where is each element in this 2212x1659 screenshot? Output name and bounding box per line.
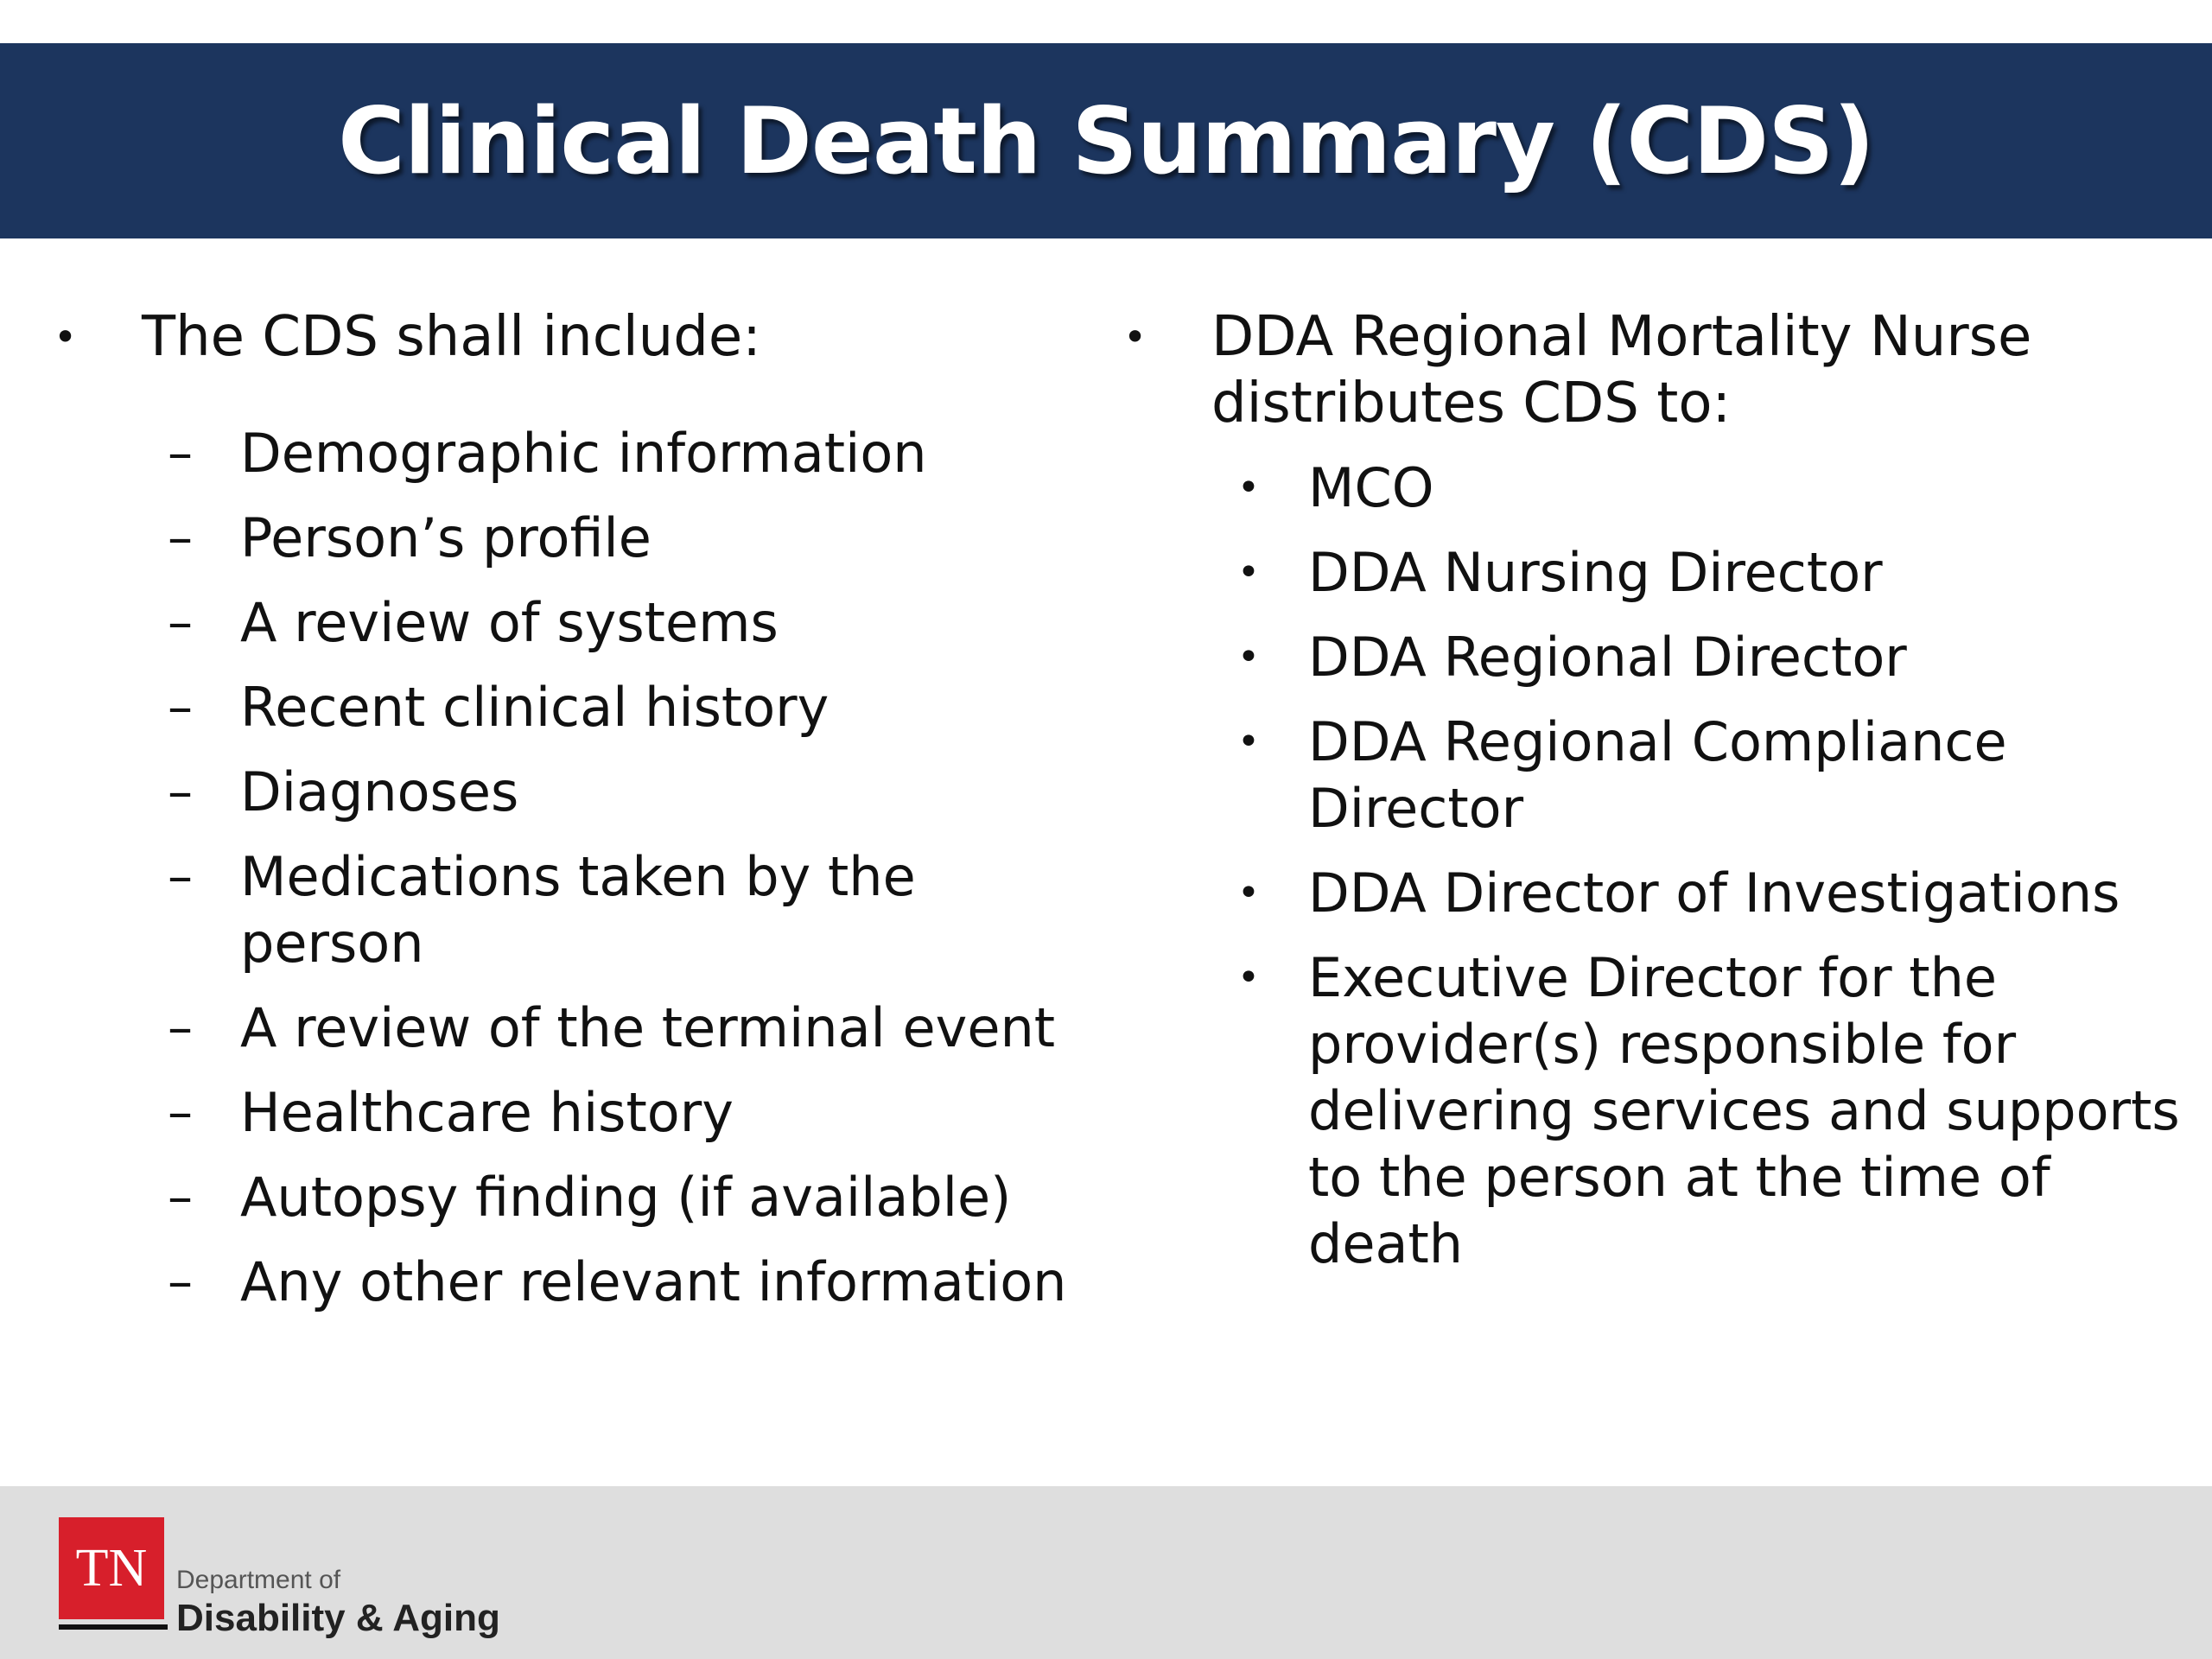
dash-icon: – (168, 677, 193, 736)
dash-icon: – (168, 1083, 193, 1141)
department-of-label: Department of (176, 1566, 341, 1594)
list-item (1123, 539, 2186, 606)
list-item (1123, 624, 2186, 690)
list-item (54, 674, 1073, 741)
list-item-text: DDA Regional Compliance Director (1308, 710, 2007, 840)
bullet-icon: • (1237, 550, 1260, 594)
list-item-text: Person’s profile (240, 506, 652, 569)
list-item (54, 1164, 1073, 1230)
list-item (1123, 860, 2186, 926)
list-item-text: Healthcare history (240, 1081, 734, 1144)
list-item (54, 995, 1073, 1061)
list-item-text: MCO (1308, 456, 1434, 519)
list-item (1123, 454, 2186, 521)
list-item-text: DDA Nursing Director (1308, 541, 1883, 604)
list-item (54, 759, 1073, 825)
list-item-text: A review of systems (240, 591, 779, 654)
tn-logo (59, 1517, 164, 1619)
list-item (54, 1249, 1073, 1315)
list-item-text: Executive Director for the provider(s) responsible for delivering services and supports to the person at the time of death (1308, 946, 2180, 1275)
list-item (54, 589, 1073, 656)
footer (0, 1486, 2212, 1659)
bullet-icon: • (54, 314, 78, 360)
bullet-icon: • (1123, 314, 1147, 360)
left-column (54, 304, 1073, 1333)
bullet-icon: • (1237, 871, 1260, 915)
list-item (54, 1079, 1073, 1146)
list-item (54, 843, 957, 976)
slide-title: Clinical Death Summary (CDS) (338, 87, 1874, 194)
dash-icon: – (168, 847, 193, 906)
list-item (1123, 709, 2181, 842)
list-item-text: Diagnoses (240, 760, 519, 823)
list-item-text: A review of the terminal event (240, 996, 1056, 1059)
dash-icon: – (168, 1167, 193, 1226)
list-item-text: Medications taken by the person (240, 845, 916, 975)
dash-icon: – (168, 423, 193, 482)
department-name: Disability & Aging (176, 1597, 500, 1639)
logo-underline (59, 1624, 168, 1630)
list-item-text: DDA Director of Investigations (1308, 861, 2120, 925)
list-item (54, 505, 1073, 571)
left-heading-item (54, 304, 1073, 371)
list-item-text: DDA Regional Director (1308, 626, 1907, 689)
list-item-text: Autopsy finding (if available) (240, 1166, 1012, 1229)
list-item (1123, 944, 2186, 1277)
dash-icon: – (168, 1252, 193, 1311)
title-bar (0, 43, 2212, 238)
bullet-icon: • (1237, 956, 1260, 1000)
right-heading-item (1123, 304, 2075, 437)
list-item-text: Any other relevant information (240, 1250, 1067, 1313)
right-column (1123, 304, 2186, 1295)
right-heading: DDA Regional Mortality Nurse distributes CDS to: (1211, 305, 2032, 435)
distribution-list (1123, 454, 2186, 1277)
list-item (54, 420, 1073, 486)
left-heading: The CDS shall include: (142, 305, 761, 369)
dash-icon: – (168, 593, 193, 652)
cds-contents-list (54, 420, 1073, 1315)
bullet-icon: • (1237, 635, 1260, 679)
dash-icon: – (168, 762, 193, 821)
dash-icon: – (168, 998, 193, 1057)
bullet-icon: • (1237, 720, 1260, 764)
list-item-text: Demographic information (240, 422, 927, 485)
bullet-icon: • (1237, 466, 1260, 510)
list-item-text: Recent clinical history (240, 676, 830, 739)
logo-text: TN (75, 1538, 148, 1598)
dash-icon: – (168, 508, 193, 567)
